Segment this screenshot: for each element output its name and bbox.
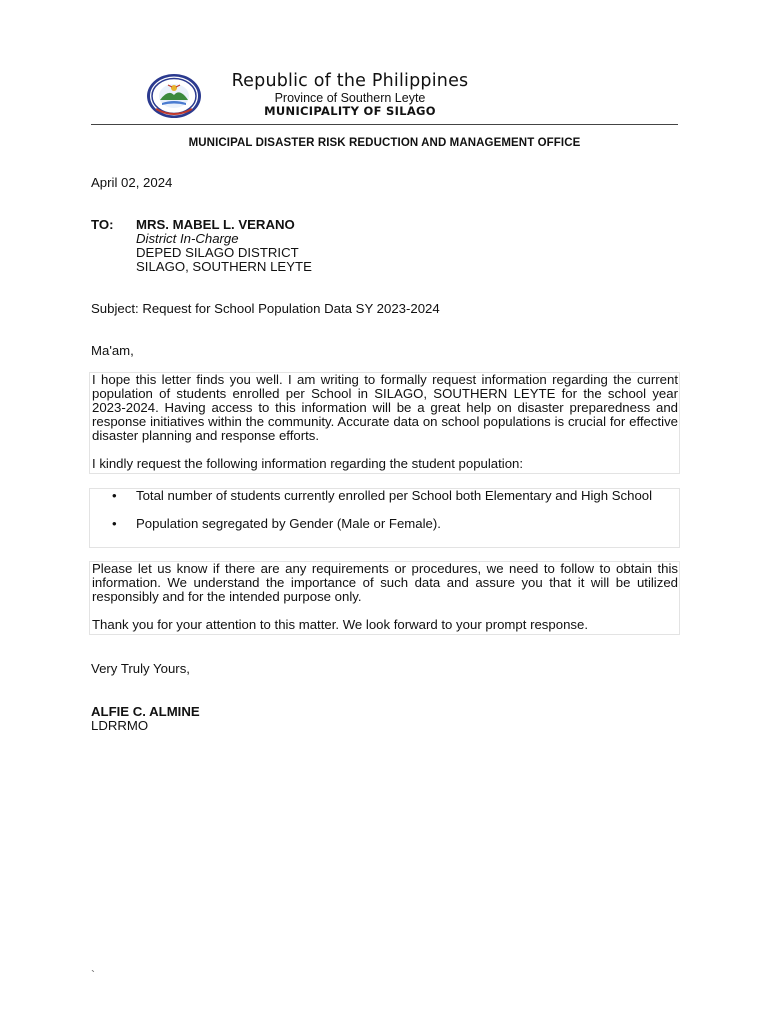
letterhead (190, 70, 510, 117)
recipient-name: MRS. MABEL L. VERANO (136, 217, 295, 232)
office-title: MUNICIPAL DISASTER RISK REDUCTION AND MANAGEMENT OFFICE (188, 137, 581, 149)
paragraph-requirements: Please let us know if there are any requirements or procedures, we need to follow to obtain this information. We understand the importance of such data and assure you that it will be utilized responsibly and for the intended purpose only. (92, 561, 678, 604)
bullet-text: Total number of students currently enrolled per School both Elementary and High School (136, 488, 653, 503)
bullet-text: Population segregated by Gender (Male or Female). (136, 516, 441, 531)
subject-line: Subject: Request for School Population Data SY 2023-2024 (91, 301, 440, 316)
closing: Very Truly Yours, (91, 661, 190, 676)
to-label: TO: (91, 217, 114, 232)
province-heading: Province of Southern Leyte (274, 91, 426, 105)
paragraph-intro: I hope this letter finds you well. I am writing to formally request information regarding the current population of students enrolled per School in SILAGO, SOUTHERN LEYTE for the school year 2023-2024. Having access to this information will be a great help on disaster preparedness and response initiatives within the community. Accurate data on school populations is crucial for effective disaster planning and response efforts. (92, 372, 678, 443)
bullet-icon: • (112, 488, 117, 503)
recipient-org: DEPED SILAGO DISTRICT (136, 245, 299, 260)
republic-heading: Republic of the Philippines (231, 71, 469, 91)
bullet-icon: • (112, 516, 117, 531)
signatory-title: LDRRMO (91, 718, 149, 733)
body-block-2 (89, 561, 680, 635)
list-item (90, 489, 679, 503)
salutation: Ma'am, (91, 343, 134, 358)
footer-mark: ` (91, 968, 95, 982)
bullet-list (89, 488, 680, 548)
list-item (90, 517, 679, 531)
recipient-block (136, 218, 312, 274)
signatory-name: ALFIE C. ALMINE (91, 704, 200, 719)
recipient-role: District In-Charge (136, 231, 239, 246)
body-block-1 (89, 372, 680, 474)
header-divider (91, 124, 678, 125)
letter-date: April 02, 2024 (91, 175, 173, 190)
recipient-address: SILAGO, SOUTHERN LEYTE (136, 259, 312, 274)
paragraph-thanks: Thank you for your attention to this matter. We look forward to your prompt response. (92, 617, 588, 632)
municipality-heading: MUNICIPALITY OF SILAGO (264, 104, 436, 118)
paragraph-request: I kindly request the following information regarding the student population: (92, 456, 524, 471)
